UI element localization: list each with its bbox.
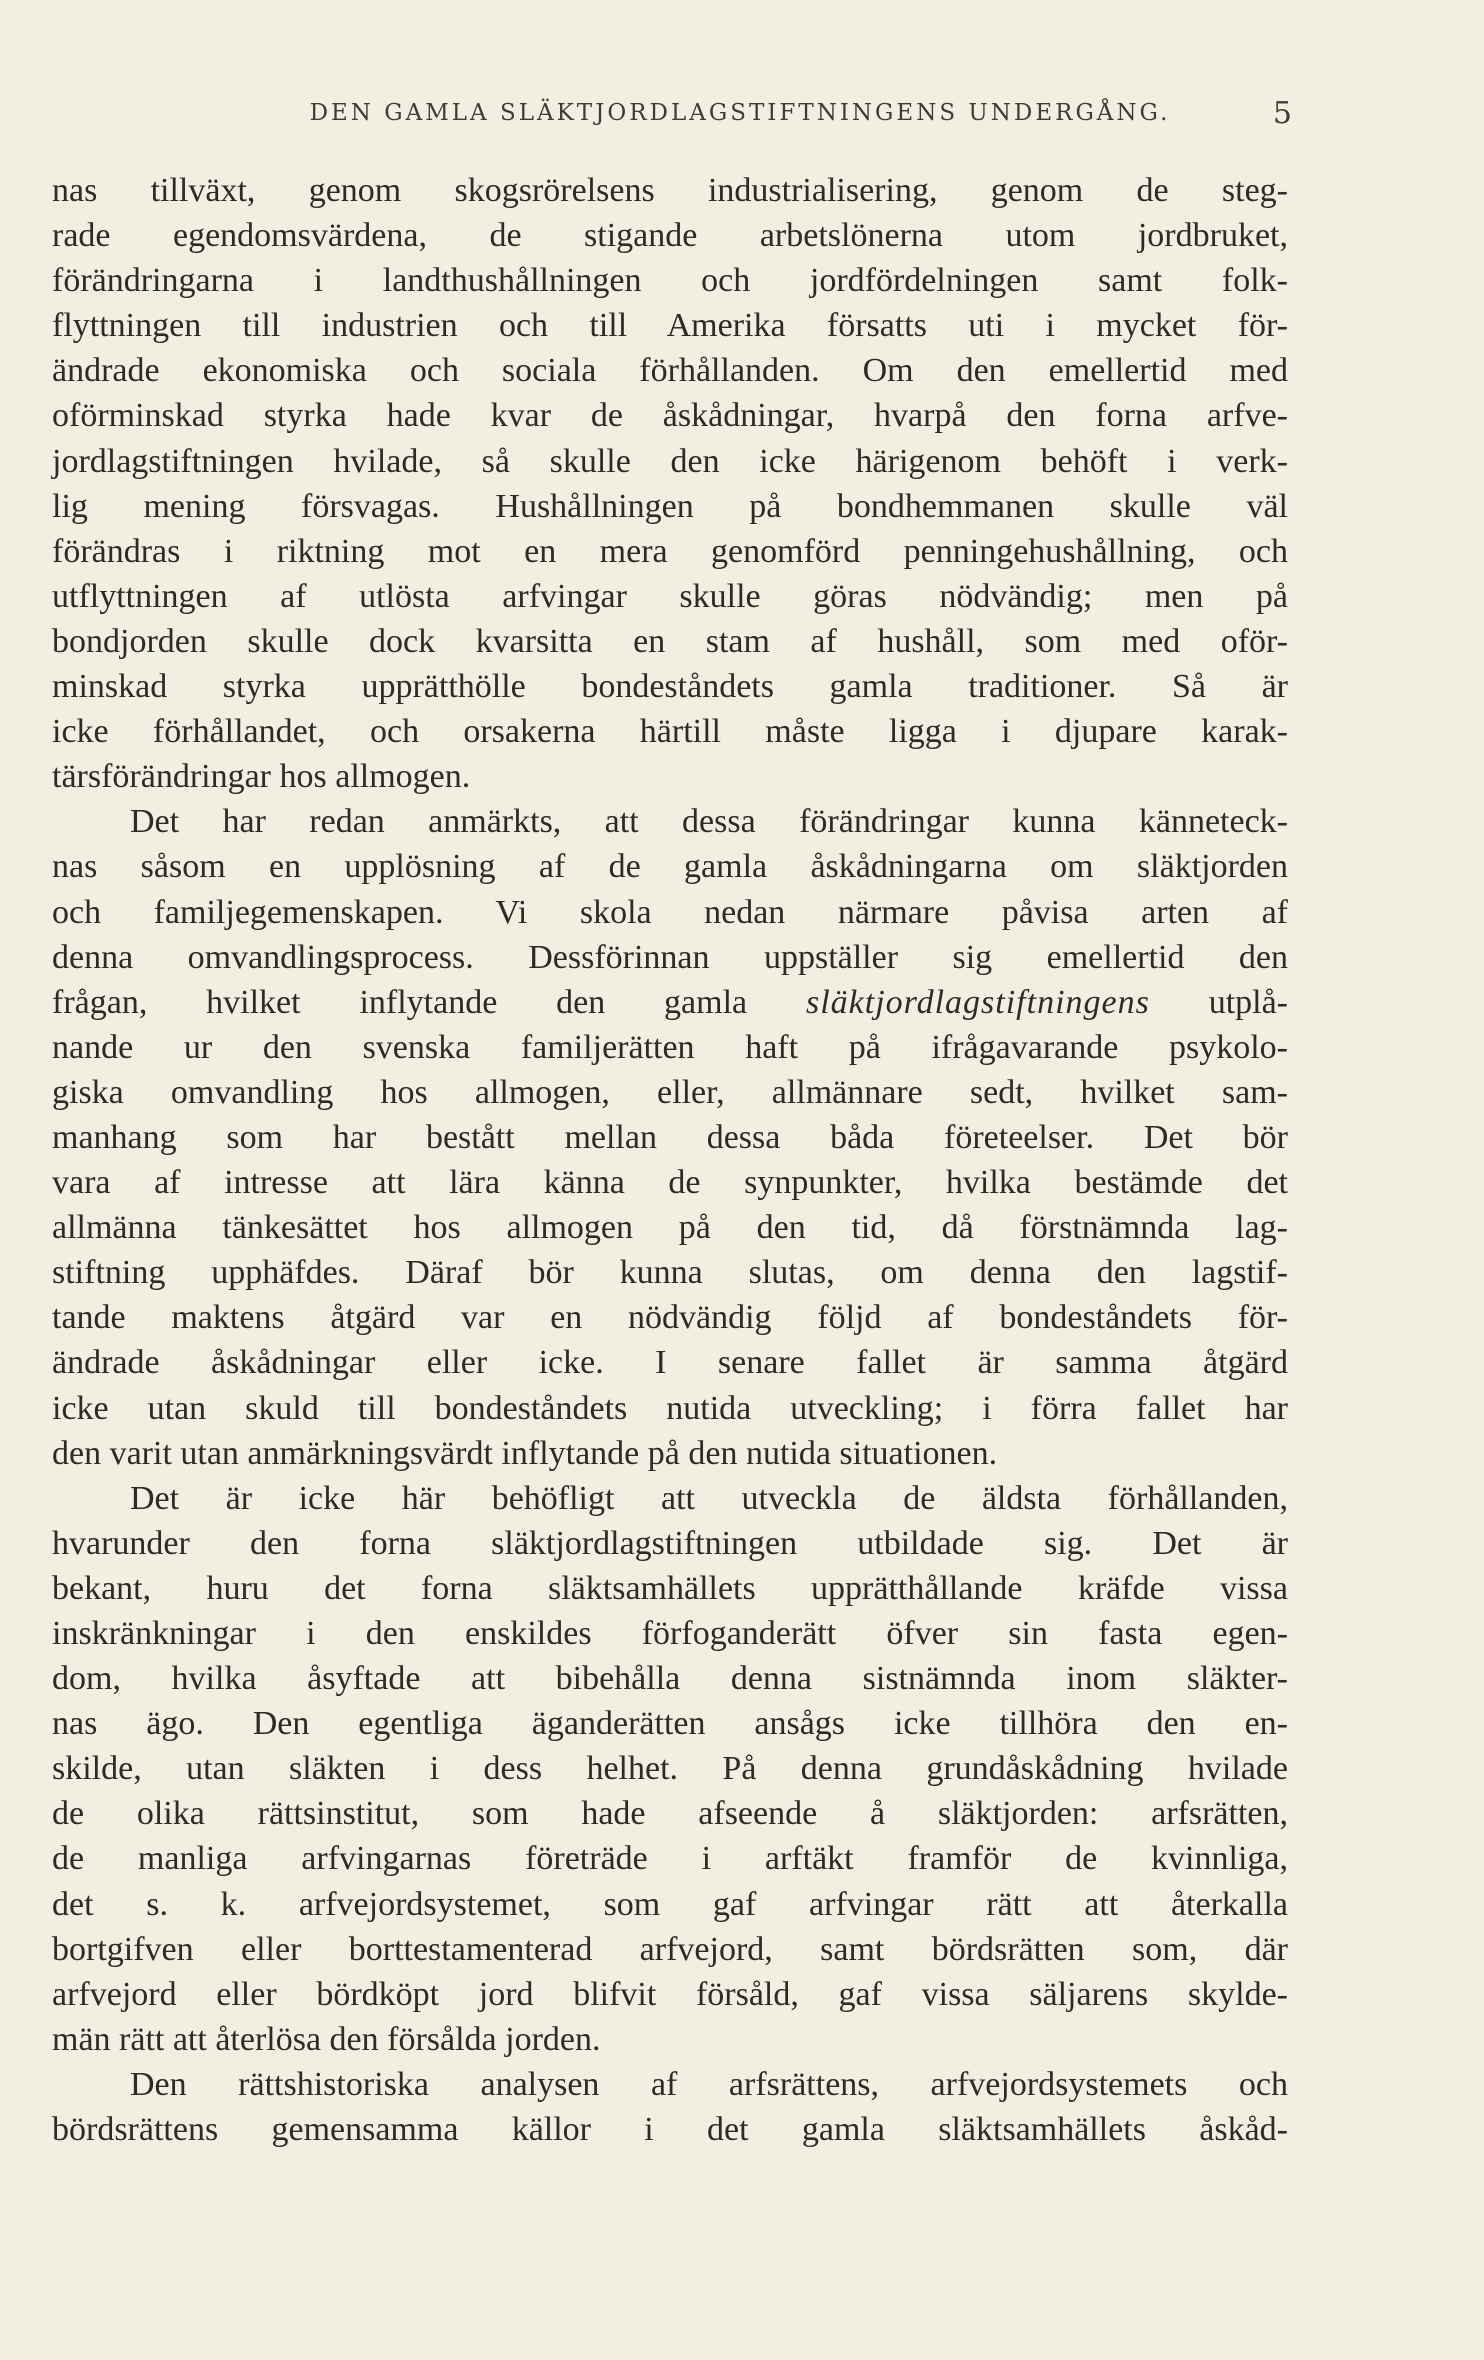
text-line: nas ägo. Den egentliga äganderätten ansågs icke tillhöra den en- (52, 1705, 1288, 1743)
text-line: stiftning upphäfdes. Däraf bör kunna slutas, om denna den lagstif- (52, 1254, 1288, 1292)
paragraph-4 (52, 2062, 1288, 2152)
text-line: bondjorden skulle dock kvarsitta en stam af hushåll, som med oför- (52, 622, 1288, 660)
running-head: DEN GAMLA SLÄKTJORDLAGSTIFTNINGENS UNDERGÅNG. (309, 100, 1171, 126)
text-line: Det har redan anmärkts, att dessa förändringar kunna känneteck- (130, 803, 1288, 841)
text-line: bortgifven eller borttestamenterad arfvejord, samt bördsrätten som, där (52, 1930, 1288, 1968)
text-line: icke förhållandet, och orsakerna härtill måste ligga i djupare karak- (52, 713, 1288, 751)
text-line: bekant, huru det forna släktsamhällets upprätthållande kräfde vissa (52, 1569, 1288, 1607)
text-line: minskad styrka upprätthölle bondeståndets gamla traditioner. Så är (52, 668, 1288, 706)
text-line: vara af intresse att lära känna de synpunkter, hvilka bestämde det (52, 1164, 1288, 1202)
text-line: tande maktens åtgärd var en nödvändig följd af bondeståndets för- (52, 1299, 1288, 1337)
text-line: hvarunder den forna släktjordlagstiftningen utbildade sig. Det är (52, 1524, 1288, 1562)
page-number: 5 (1272, 96, 1292, 131)
text-line: förändringarna i landthushållningen och jordfördelningen samt folk- (52, 262, 1288, 300)
text-line: de olika rättsinstitut, som hade afseende å släktjorden: arfsrätten, (52, 1795, 1288, 1833)
text-line: den varit utan anmärkningsvärdt inflytande på den nutida situationen. (52, 1434, 998, 1472)
text-line: ändrade ekonomiska och sociala förhållanden. Om den emellertid med (52, 352, 1288, 390)
emphasized-term: släktjordlagstiftningens (805, 983, 1150, 1021)
text-line-with-emphasis (52, 980, 1288, 1025)
text-line: ändrade åskådningar eller icke. I senare fallet är samma åtgärd (52, 1344, 1288, 1382)
text-line: utflyttningen af utlösta arfvingar skulle göras nödvändig; men på (52, 577, 1288, 615)
text-line: dom, hvilka åsyftade att bibehålla denna sistnämnda inom släkter- (52, 1660, 1288, 1698)
text-line: flyttningen till industrien och till Amerika försatts uti i mycket för- (52, 307, 1288, 345)
paragraph-1 (52, 168, 1288, 799)
text-line: giska omvandling hos allmogen, eller, allmännare sedt, hvilket sam- (52, 1073, 1288, 1111)
text-segment: frågan, hvilket inflytande den gamla (52, 983, 748, 1021)
text-line: nande ur den svenska familjerätten haft på ifrågavarande psykolo- (52, 1028, 1288, 1066)
text-line: skilde, utan släkten i dess helhet. På denna grundåskådning hvilade (52, 1750, 1288, 1788)
text-line: Den rättshistoriska analysen af arfsrättens, arfvejordsystemets och (130, 2065, 1288, 2103)
text-line: de manliga arfvingarnas företräde i arftäkt framför de kvinnliga, (52, 1840, 1288, 1878)
text-line: Det är icke här behöfligt att utveckla de äldsta förhållanden, (130, 1479, 1288, 1517)
text-line: denna omvandlingsprocess. Dessförinnan uppställer sig emellertid den (52, 938, 1288, 976)
text-line: allmänna tänkesättet hos allmogen på den tid, då förstnämnda lag- (52, 1209, 1288, 1247)
text-line: det s. k. arfvejordsystemet, som gaf arfvingar rätt att återkalla (52, 1885, 1288, 1923)
text-line: nas tillväxt, genom skogsrörelsens industrialisering, genom de steg- (52, 172, 1288, 209)
text-line: bördsrättens gemensamma källor i det gamla släktsamhällets åskåd- (52, 2111, 1288, 2149)
text-line: tärsförändringar hos allmogen. (52, 758, 471, 796)
text-line: jordlagstiftningen hvilade, så skulle den icke härigenom behöft i verk- (52, 442, 1288, 480)
text-line: och familjegemenskapen. Vi skola nedan närmare påvisa arten af (52, 893, 1288, 931)
text-line: män rätt att återlösa den försålda jorden. (52, 2020, 601, 2058)
text-line: inskränkningar i den enskildes förfoganderätt öfver sin fasta egen- (52, 1615, 1288, 1652)
text-line: oförminskad styrka hade kvar de åskådningar, hvarpå den forna arfve- (52, 397, 1288, 435)
body-text (52, 168, 1288, 2152)
paragraph-3 (52, 1476, 1288, 2062)
text-line: manhang som har bestått mellan dessa båda företeelser. Det bör (52, 1118, 1288, 1156)
text-line: arfvejord eller bördköpt jord blifvit försåld, gaf vissa säljarens skylde- (52, 1975, 1288, 2013)
text-line: nas såsom en upplösning af de gamla åskådningarna om släktjorden (52, 848, 1288, 886)
text-line: lig mening försvagas. Hushållningen på bondhemmanen skulle väl (52, 487, 1288, 525)
paragraph-2 (52, 799, 1288, 1475)
text-line: rade egendomsvärdena, de stigande arbetslönerna utom jordbruket, (52, 217, 1288, 255)
text-segment: utplå- (1208, 983, 1289, 1021)
text-line: icke utan skuld till bondeståndets nutida utveckling; i förra fallet har (52, 1389, 1288, 1427)
text-line: förändras i riktning mot en mera genomförd penningehushållning, och (52, 532, 1288, 570)
